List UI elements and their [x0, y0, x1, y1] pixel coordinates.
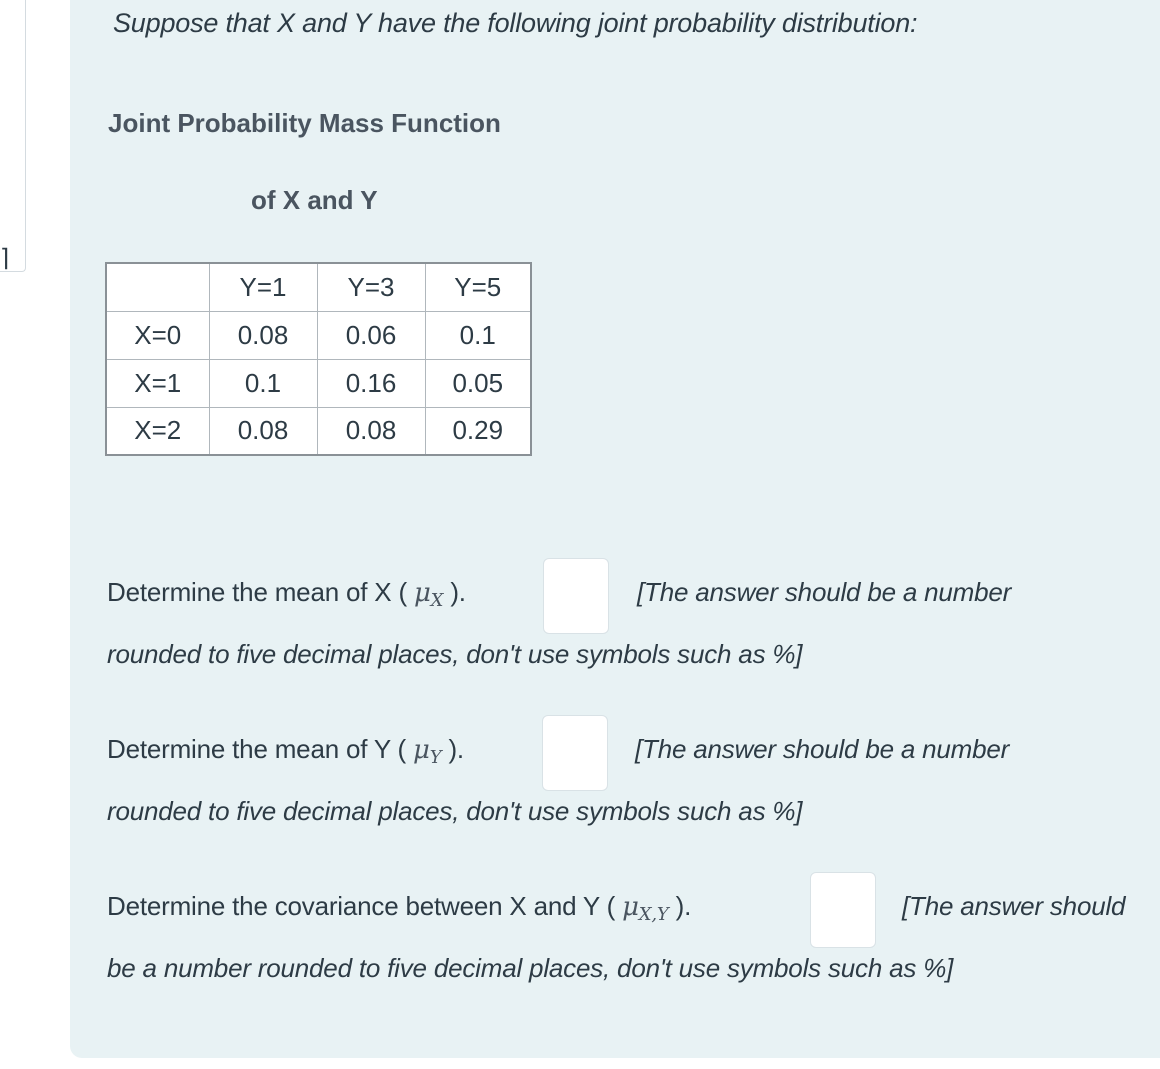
table-cell: 0.1	[209, 359, 317, 407]
question-mean-y	[107, 734, 1010, 827]
question-text: Determine the mean of Y (	[107, 734, 406, 764]
mu-symbol: μ	[413, 578, 431, 608]
table-subtitle: of X and Y	[251, 185, 378, 215]
question-suffix: ).	[450, 577, 466, 607]
table-row	[106, 359, 531, 407]
mu-symbol: μ	[413, 735, 430, 765]
table-title: Joint Probability Mass Function	[108, 108, 501, 138]
table-cell: 0.08	[209, 311, 317, 359]
question-text: Determine the mean of X (	[107, 577, 407, 607]
mean-y-answer-input[interactable]	[542, 715, 608, 791]
mu-subscript: Y	[429, 747, 442, 768]
table-cell: 0.16	[317, 359, 425, 407]
joint-pmf-table	[105, 262, 532, 456]
answer-hint-continued: rounded to five decimal places, don't use symbols such as %]	[107, 796, 803, 826]
answer-hint: [The answer should	[902, 891, 1126, 921]
mu-subscript: X	[430, 590, 444, 611]
row-label-cell: X=0	[106, 311, 209, 359]
covariance-answer-input[interactable]	[810, 872, 876, 948]
table-cell: 0.05	[425, 359, 531, 407]
table-cell: 0.08	[317, 407, 425, 455]
table-header-row	[106, 263, 531, 311]
table-cell: 0.08	[209, 407, 317, 455]
mu-subscript: X,Y	[638, 904, 669, 925]
answer-hint: [The answer should be a number	[637, 577, 1012, 607]
mu-symbol: μ	[622, 892, 639, 922]
table-cell: 0.06	[317, 311, 425, 359]
row-label-cell: X=2	[106, 407, 209, 455]
table-row	[106, 311, 531, 359]
header-cell	[106, 263, 209, 311]
header-cell: Y=1	[209, 263, 317, 311]
answer-hint: [The answer should be a number	[635, 734, 1010, 764]
question-intro: Suppose that X and Y have the following joint probability distribution:	[113, 8, 918, 38]
question-suffix: ).	[675, 891, 692, 921]
table-row	[106, 407, 531, 455]
answer-hint-continued: be a number rounded to five decimal places, don't use symbols such as %]	[107, 953, 954, 983]
table-cell: 0.29	[425, 407, 531, 455]
question-mean-x	[107, 577, 1012, 670]
header-cell: Y=3	[317, 263, 425, 311]
table-cell: 0.1	[425, 311, 531, 359]
answer-hint-continued: rounded to five decimal places, don't use symbols such as %]	[107, 639, 803, 669]
left-sidebar-edge	[0, 0, 26, 272]
mean-x-answer-input[interactable]	[543, 558, 609, 634]
sidebar-fragment-icon: ⌉	[0, 245, 10, 272]
header-cell: Y=5	[425, 263, 531, 311]
row-label-cell: X=1	[106, 359, 209, 407]
question-suffix: ).	[448, 734, 464, 764]
question-text: Determine the covariance between X and Y (	[107, 891, 616, 921]
